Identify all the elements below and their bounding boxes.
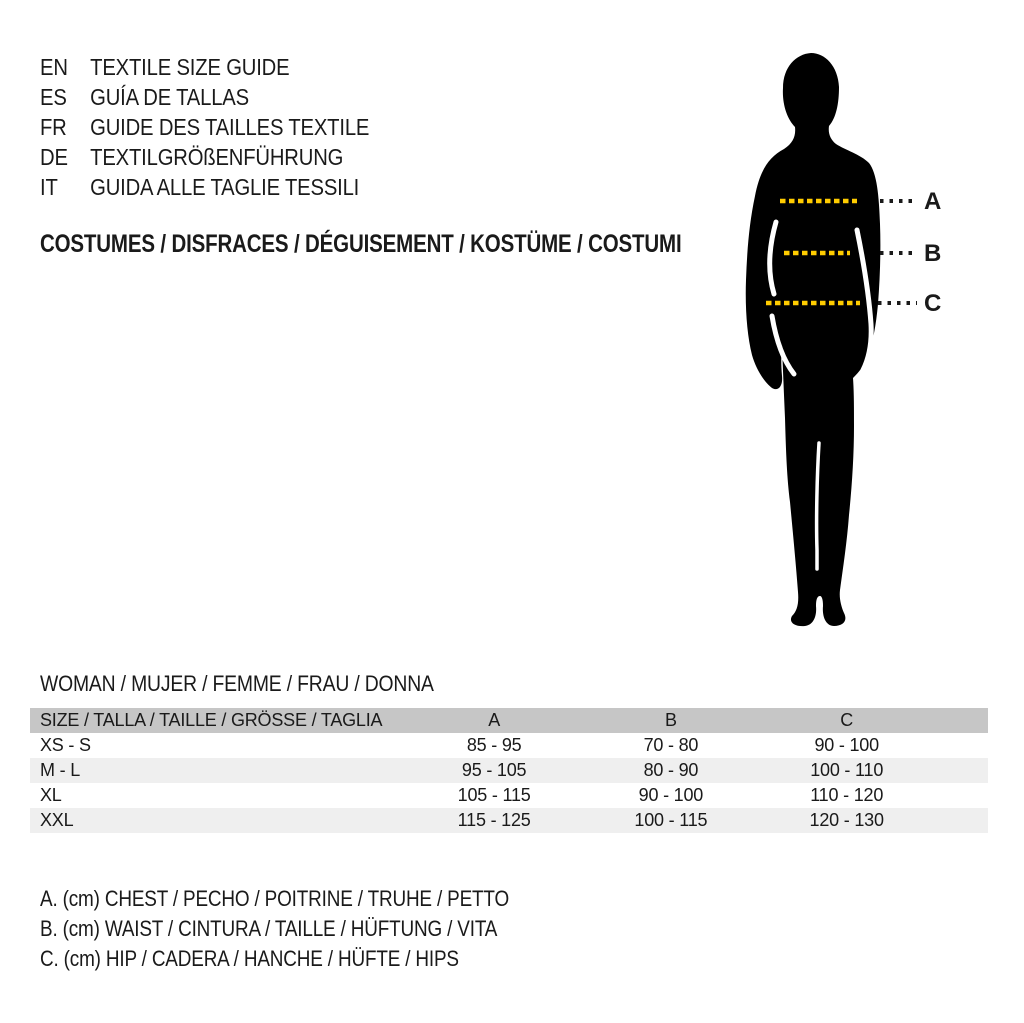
language-row <box>40 142 369 172</box>
measurement-legend <box>40 884 509 974</box>
language-title: GUIDE DES TAILLES TEXTILE <box>90 113 370 140</box>
header-col-b: B <box>664 710 677 730</box>
size-table <box>30 708 988 833</box>
language-title: GUIDA ALLE TAGLIE TESSILI <box>90 173 360 200</box>
language-code: ES <box>40 83 67 110</box>
value-b: 70 - 80 <box>643 735 699 755</box>
table-header-row <box>30 708 988 733</box>
language-row <box>40 52 369 82</box>
value-c: 100 - 110 <box>810 760 884 780</box>
header-col-a: A <box>488 710 501 730</box>
value-b: 80 - 90 <box>643 760 699 780</box>
value-a: 115 - 125 <box>457 810 531 830</box>
header-size-label: SIZE / TALLA / TAILLE / GRÖSSE / TAGLIA <box>40 710 383 730</box>
size-cell: XS - S <box>40 735 91 755</box>
value-a: 85 - 95 <box>466 735 522 755</box>
legend-line-b: B. (cm) WAIST / CINTURA / TAILLE / HÜFTUNG / VITA <box>40 916 498 941</box>
measure-label-c: C <box>924 290 942 317</box>
language-code: FR <box>40 113 67 140</box>
language-row <box>40 82 369 112</box>
woman-silhouette <box>746 53 881 626</box>
language-code: IT <box>40 173 58 200</box>
header-col-c: C <box>840 710 854 730</box>
category-title: COSTUMES / DISFRACES / DÉGUISEMENT / KOSTÜME / COSTUMI <box>40 230 682 258</box>
language-row <box>40 172 369 202</box>
value-b: 100 - 115 <box>634 810 708 830</box>
language-title: GUÍA DE TALLAS <box>90 83 249 110</box>
table-row <box>30 808 988 833</box>
legend-line-c: C. (cm) HIP / CADERA / HANCHE / HÜFTE / HIPS <box>40 946 459 971</box>
value-b: 90 - 100 <box>638 785 704 805</box>
table-row <box>30 733 988 758</box>
table-row <box>30 783 988 808</box>
size-cell: M - L <box>40 760 81 780</box>
value-a: 105 - 115 <box>457 785 531 805</box>
size-cell: XXL <box>40 810 74 830</box>
value-c: 110 - 120 <box>810 785 884 805</box>
language-list <box>40 52 414 202</box>
measure-label-b: B <box>924 240 942 267</box>
value-a: 95 - 105 <box>461 760 527 780</box>
woman-silhouette-figure <box>720 50 960 650</box>
measure-label-a: A <box>924 188 942 215</box>
language-title: TEXTILGRÖßENFÜHRUNG <box>90 143 344 170</box>
table-title: WOMAN / MUJER / FEMME / FRAU / DONNA <box>40 671 434 696</box>
language-row <box>40 112 369 142</box>
language-code: EN <box>40 53 68 80</box>
size-cell: XL <box>40 785 62 805</box>
value-c: 90 - 100 <box>814 735 879 755</box>
value-c: 120 - 130 <box>809 810 884 830</box>
language-title: TEXTILE SIZE GUIDE <box>90 53 290 80</box>
table-row <box>30 758 988 783</box>
legend-line-a: A. (cm) CHEST / PECHO / POITRINE / TRUHE / PETTO <box>40 886 510 911</box>
language-code: DE <box>40 143 68 170</box>
